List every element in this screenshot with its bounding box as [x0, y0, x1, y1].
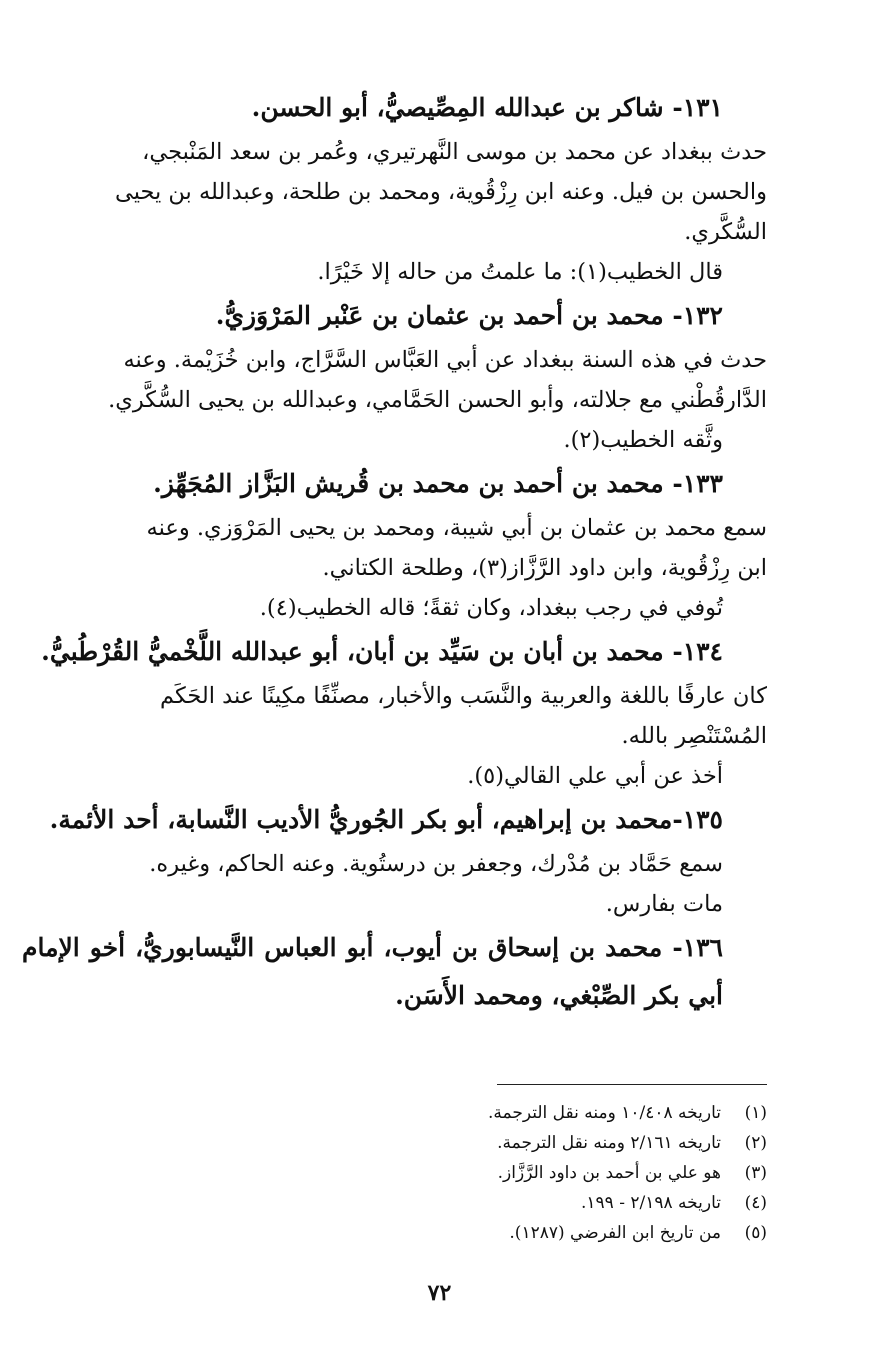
footnote-number: (٢): [744, 1133, 767, 1153]
page-number: ٧٢: [427, 1280, 452, 1306]
entry-body: [22, 132, 767, 292]
entry-note: قال الخطيب(١): ما علمتُ من حاله إلا خَيْرًا.: [317, 259, 723, 285]
entry-133: [22, 460, 767, 628]
footnote-divider: [497, 1084, 767, 1085]
footnote-text: تاريخه ٢/١٩٨ - ١٩٩.: [581, 1193, 721, 1213]
footnote-text: تاريخه ١٠/٤٠٨ ومنه نقل الترجمة.: [488, 1103, 721, 1123]
entry-title: ١٣٣- محمد بن أحمد بن محمد بن قُريش البَزَّاز المُجَهِّز.: [153, 469, 723, 498]
footnote-number: (٣): [744, 1163, 767, 1183]
entry-136: [22, 924, 767, 1020]
entry-body: [22, 340, 767, 460]
footnote-number: (٤): [744, 1193, 767, 1213]
footnote-item: [120, 1158, 767, 1188]
entry-note: تُوفي في رجب ببغداد، وكان ثقةً؛ قاله الخطيب(٤).: [259, 595, 723, 621]
entry-title: ١٣٥-محمد بن إبراهيم، أبو بكر الجُوريُّ الأديب النَّسابة، أحد الأئمة.: [49, 805, 723, 834]
text-line: ابن رِزْقُوية، وابن داود الرَّزَّاز(٣)، وطلحة الكتاني.: [322, 555, 767, 581]
footnote-number: (١): [744, 1103, 767, 1123]
text-line: حدث ببغداد عن محمد بن موسى النَّهرتيري، وعُمر بن سعد المَنْبجي،: [142, 139, 767, 165]
entry-131: [22, 84, 767, 292]
text-line: المُسْتَنْصِر بالله.: [621, 723, 767, 749]
footnote-item: [120, 1128, 767, 1158]
entry-title: ١٣٤- محمد بن أبان بن سَيِّد بن أبان، أبو عبدالله اللَّخْميُّ القُرْطُبيُّ.: [41, 637, 723, 666]
entry-135: [22, 796, 767, 924]
footnote-text: من تاريخ ابن الفرضي (١٢٨٧).: [509, 1223, 721, 1243]
footnote-item: [120, 1098, 767, 1128]
text-line: الدَّارقُطْني مع جلالته، وأبو الحسن الحَمَّامي، وعبدالله بن يحيى السُّكَّري.: [108, 387, 767, 413]
footnotes: [120, 1098, 767, 1248]
text-line: حدث في هذه السنة ببغداد عن أبي العَبَّاس السَّرَّاج، وابن خُزَيْمة. وعنه: [123, 347, 767, 373]
footnote-number: (٥): [744, 1223, 767, 1243]
entry-134: [22, 628, 767, 796]
entry-body: [22, 676, 767, 796]
main-text: [22, 84, 767, 1020]
text-line: سمع حَمَّاد بن مُدْرك، وجعفر بن درستُوية. وعنه الحاكم، وغيره.: [149, 851, 723, 877]
entry-body: [22, 508, 767, 628]
entry-note: أخذ عن أبي علي القالي(٥).: [467, 763, 723, 789]
entry-title: ١٣٢- محمد بن أحمد بن عثمان بن عَنْبر المَرْوَزيُّ.: [215, 301, 723, 330]
footnote-text: تاريخه ٢/١٦١ ومنه نقل الترجمة.: [497, 1133, 721, 1153]
entry-title: ١٣١- شاكر بن عبدالله المِصِّيصيُّ، أبو الحسن.: [251, 93, 723, 122]
entry-note: مات بفارس.: [605, 891, 723, 917]
text-line: والحسن بن فيل. وعنه ابن رِزْقُوية، ومحمد بن طلحة، وعبدالله بن يحيى: [114, 179, 767, 205]
entry-note: وثَّقه الخطيب(٢).: [563, 427, 723, 453]
footnote-text: هو علي بن أحمد بن داود الرَّزَّاز.: [497, 1163, 721, 1183]
entry-132: [22, 292, 767, 460]
entry-body: [22, 844, 767, 924]
text-line: كان عارفًا باللغة والعربية والنَّسَب والأخبار، مصنِّفًا مكِينًا عند الحَكَم: [159, 683, 767, 709]
text-line: سمع محمد بن عثمان بن أبي شيبة، ومحمد بن يحيى المَرْوَزي. وعنه: [146, 515, 767, 541]
text-line: السُّكَّري.: [684, 219, 767, 245]
footnote-item: [120, 1188, 767, 1218]
footnote-item: [120, 1218, 767, 1248]
entry-title: ١٣٦- محمد بن إسحاق بن أيوب، أبو العباس النَّيسابوريُّ، أخو الإمام أبي بكر الصِّبْغي، ومحمد الأَسَن.: [22, 933, 723, 1010]
